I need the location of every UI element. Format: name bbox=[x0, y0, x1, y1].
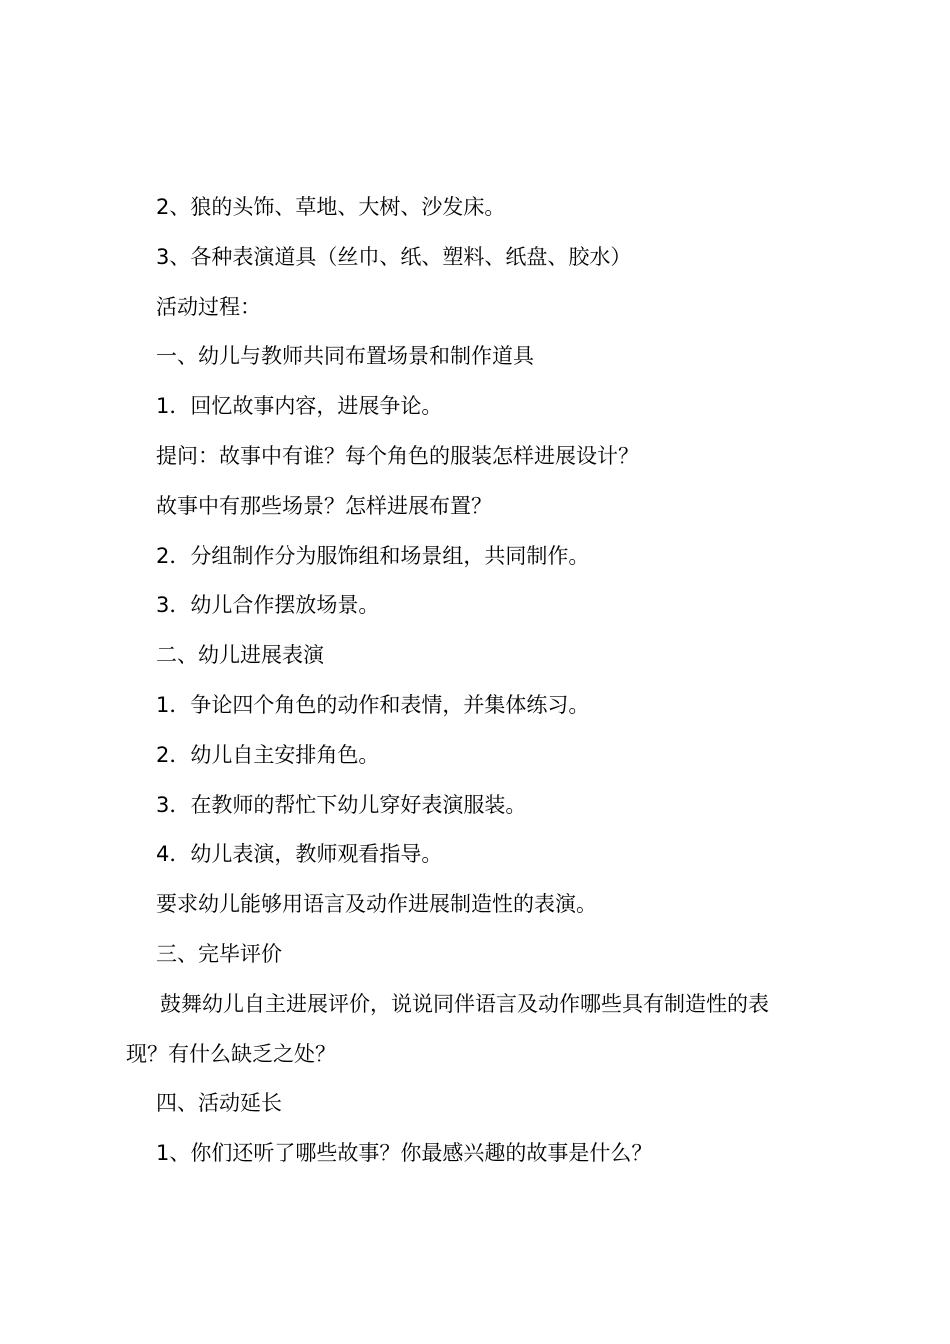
paragraph-evaluation-line-1: 鼓舞幼儿自主进展评价，说说同伴语言及动作哪些具有制造性的表 bbox=[160, 991, 769, 1016]
document-body bbox=[126, 183, 846, 1179]
paragraph-materials-3: 3、各种表演道具（丝巾、纸、塑料、纸盘、胶水） bbox=[156, 244, 632, 269]
section-heading-2: 二、幼儿进展表演 bbox=[156, 643, 324, 668]
paragraph-extension-1: 1、你们还听了哪些故事？你最感兴趣的故事是什么？ bbox=[156, 1141, 653, 1166]
section-heading-4: 四、活动延长 bbox=[156, 1091, 282, 1116]
paragraph-requirement: 要求幼儿能够用语言及动作进展制造性的表演。 bbox=[156, 892, 597, 917]
paragraph-activity-process-heading: 活动过程： bbox=[156, 294, 261, 319]
paragraph-step-2-1: 1．争论四个角色的动作和表情，并集体练习。 bbox=[156, 692, 590, 717]
section-heading-1: 一、幼儿与教师共同布置场景和制作道具 bbox=[156, 344, 534, 369]
paragraph-step-1-3: 3．幼儿合作摆放场景。 bbox=[156, 593, 380, 618]
paragraph-materials-2: 2、狼的头饰、草地、大树、沙发床。 bbox=[156, 195, 506, 219]
paragraph-step-2-3: 3．在教师的帮忙下幼儿穿好表演服装。 bbox=[156, 792, 527, 817]
paragraph-step-1-1: 1．回忆故事内容，进展争论。 bbox=[156, 394, 443, 419]
paragraph-step-2-2: 2．幼儿自主安排角色。 bbox=[156, 742, 380, 767]
paragraph-question-scenes: 故事中有那些场景？怎样进展布置？ bbox=[156, 493, 492, 518]
paragraph-question: 提问：故事中有谁？每个角色的服装怎样进展设计？ bbox=[156, 443, 639, 468]
paragraph-step-2-4: 4．幼儿表演，教师观看指导。 bbox=[156, 842, 443, 867]
paragraph-step-1-2: 2．分组制作分为服饰组和场景组，共同制作。 bbox=[156, 543, 590, 568]
section-heading-3: 三、完毕评价 bbox=[156, 941, 282, 966]
paragraph-evaluation-line-2: 现？有什么缺乏之处？ bbox=[126, 1041, 336, 1066]
